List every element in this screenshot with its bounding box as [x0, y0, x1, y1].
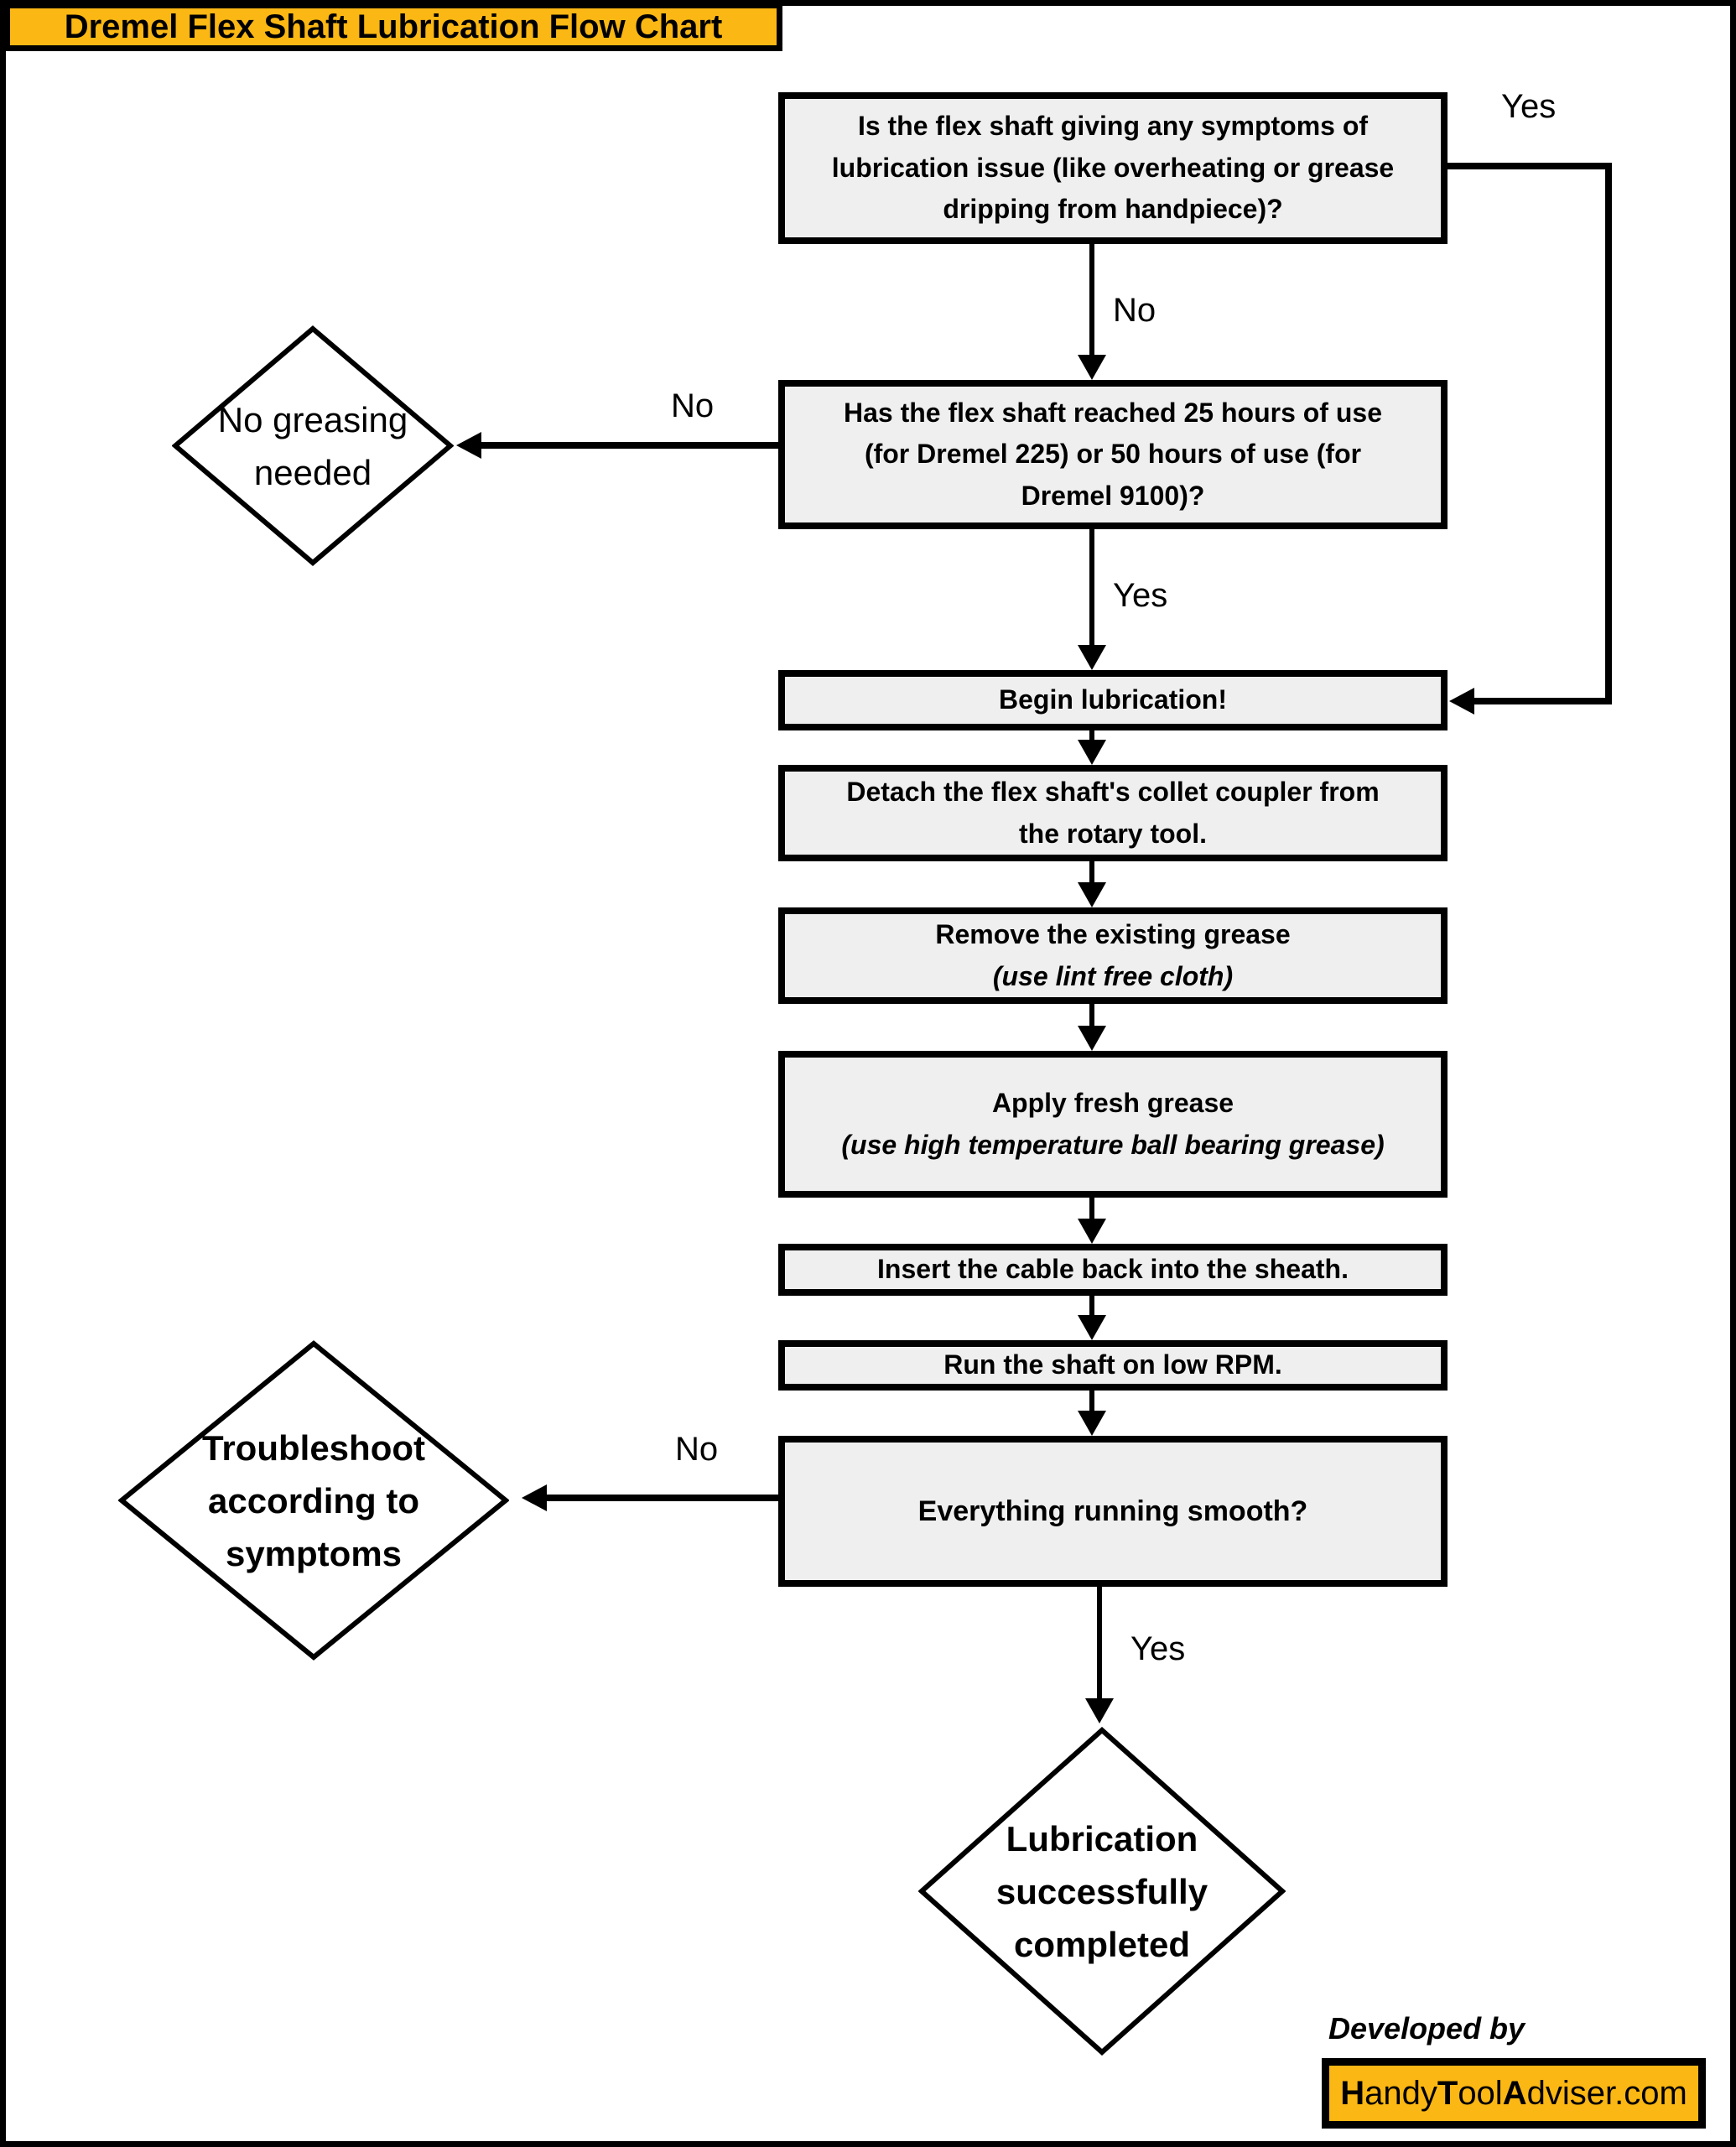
- edge-smooth-yes: [1097, 1587, 1102, 1700]
- brand-letter-a: A: [1502, 2074, 1527, 2112]
- edge-label-no-top: No: [1113, 292, 1156, 329]
- edge-hours-no: [481, 442, 778, 449]
- arrowhead-into-troubleshoot: [522, 1484, 547, 1511]
- node-troubleshoot-text: Troubleshoot according to symptoms: [202, 1427, 425, 1573]
- edge-hours-yes: [1089, 529, 1094, 647]
- node-hours-line3: Dremel 9100)?: [1021, 480, 1205, 511]
- node-begin-text: Begin lubrication!: [999, 684, 1227, 715]
- arrowhead-into-apply: [1078, 1026, 1106, 1051]
- edge-label-no-left: No: [671, 387, 715, 424]
- node-completed-text: Lubrication successfully completed: [995, 1818, 1208, 1964]
- page-title: [4, 3, 782, 51]
- edge-symptoms-no: [1089, 243, 1094, 356]
- node-no-greasing-text: No greasing needed: [217, 399, 408, 492]
- edge-label-yes-mid: Yes: [1113, 577, 1168, 614]
- edge-label-no-bottom: No: [675, 1431, 719, 1468]
- arrowhead-into-smooth: [1078, 1411, 1106, 1436]
- edge-label-yes-bottom: Yes: [1130, 1630, 1186, 1667]
- node-remove-line1: Remove the existing grease: [935, 918, 1291, 949]
- node-apply-line1: Apply fresh grease: [991, 1087, 1234, 1118]
- edge-insert-run: [1089, 1296, 1094, 1317]
- page-title-text: Dremel Flex Shaft Lubrication Flow Chart: [64, 8, 723, 45]
- edge-label-yes-top: Yes: [1501, 88, 1557, 125]
- node-begin: [778, 670, 1448, 730]
- edge-yes-loop-bottom: [1473, 698, 1612, 704]
- node-hours-line2: (for Dremel 225) or 50 hours of use (for: [864, 439, 1362, 470]
- node-smooth-question: [778, 1436, 1448, 1587]
- edge-apply-insert: [1089, 1198, 1094, 1220]
- developed-by-label: Developed by: [1328, 2011, 1525, 2046]
- node-remove: [778, 907, 1448, 1004]
- arrowhead-into-remove: [1078, 882, 1106, 907]
- node-no-greasing: [172, 325, 454, 566]
- node-detach-line1: Detach the flex shaft's collet coupler from: [846, 776, 1380, 807]
- brand-part-ool: ool: [1458, 2074, 1503, 2112]
- node-symptoms-line3: dripping from handpiece)?: [943, 194, 1283, 225]
- arrowhead-into-detach: [1078, 740, 1106, 765]
- edge-remove-apply: [1089, 1004, 1094, 1027]
- node-run-text: Run the shaft on low RPM.: [943, 1349, 1282, 1380]
- node-insert: [778, 1244, 1448, 1296]
- node-run: [778, 1340, 1448, 1391]
- brand-letter-h: H: [1340, 2074, 1365, 2112]
- brand-badge: [1322, 2058, 1706, 2129]
- edge-yes-loop-vertical: [1605, 163, 1612, 703]
- edge-yes-loop-top: [1448, 163, 1612, 169]
- arrowhead-into-hours: [1078, 355, 1106, 380]
- node-detach-line2: the rotary tool.: [1018, 818, 1207, 849]
- node-hours-question: [778, 380, 1448, 529]
- node-smooth-text: Everything running smooth?: [917, 1495, 1308, 1527]
- edge-detach-remove: [1089, 861, 1094, 884]
- arrowhead-into-completed: [1085, 1698, 1114, 1723]
- node-detach: [778, 765, 1448, 861]
- node-symptoms-line2: lubrication issue (like overheating or grease: [831, 152, 1395, 183]
- arrowhead-into-run: [1078, 1315, 1106, 1340]
- node-remove-note: (use lint free cloth): [992, 960, 1234, 991]
- arrowhead-into-begin-top: [1078, 645, 1106, 670]
- arrowhead-into-begin: [1449, 688, 1474, 715]
- node-apply: [778, 1051, 1448, 1198]
- node-hours-line1: Has the flex shaft reached 25 hours of use: [844, 397, 1382, 428]
- footer: [1322, 2011, 1706, 2129]
- brand-letter-t: T: [1437, 2074, 1458, 2112]
- node-symptoms-line1: Is the flex shaft giving any symptoms of: [857, 111, 1369, 142]
- node-completed: [918, 1727, 1286, 2056]
- brand-part-dviser: dviser.com: [1526, 2074, 1687, 2112]
- node-apply-note: (use high temperature ball bearing grease): [841, 1129, 1385, 1160]
- arrowhead-into-insert: [1078, 1219, 1106, 1244]
- edge-smooth-no: [547, 1495, 778, 1501]
- edge-run-smooth: [1089, 1391, 1094, 1412]
- brand-part-andy: andy: [1364, 2074, 1437, 2112]
- node-insert-text: Insert the cable back into the sheath.: [877, 1254, 1349, 1285]
- node-symptoms-question: [778, 92, 1448, 244]
- arrowhead-into-no-greasing: [456, 432, 481, 459]
- node-troubleshoot: [118, 1340, 509, 1661]
